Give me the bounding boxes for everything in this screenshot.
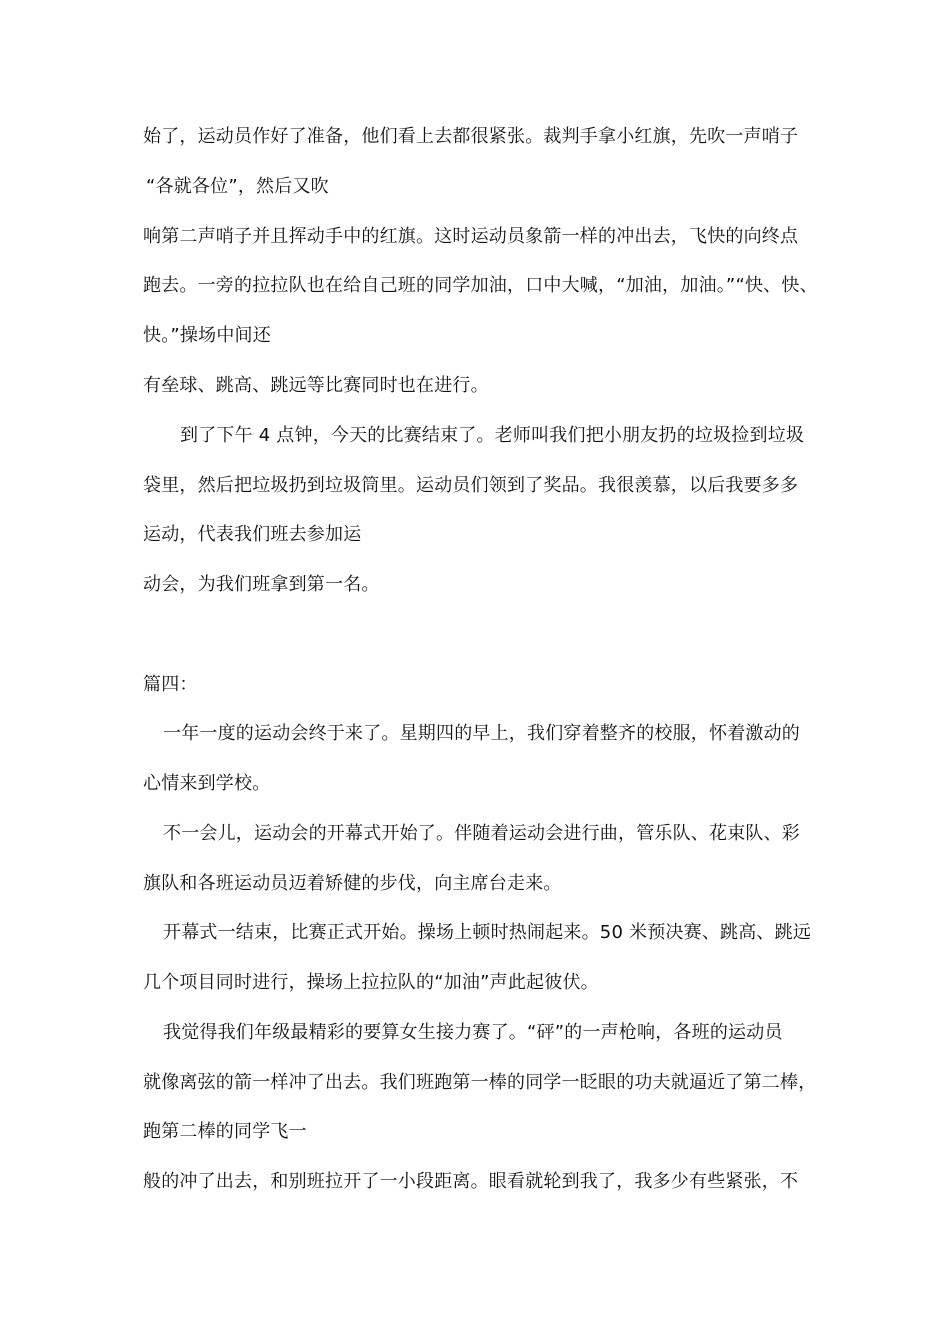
text-line: “各就各位”，然后又吹: [146, 176, 329, 197]
text-line: 袋里，然后把垃圾扔到垃圾筒里。运动员们领到了奖品。我很羡慕，以后我要多多: [143, 475, 799, 496]
text-line: 响第二声哨子并且挥动手中的红旗。这时运动员象箭一样的冲出去，飞快的向终点: [143, 226, 799, 247]
text-line: 一年一度的运动会终于来了。星期四的早上，我们穿着整齐的校服，怀着激动的: [163, 723, 800, 744]
text-line: 运动，代表我们班去参加运: [143, 524, 362, 545]
text-line: 有垒球、跳高、跳远等比赛同时也在进行。: [143, 375, 489, 396]
text-line: 我觉得我们年级最精彩的要算女生接力赛了。“砰”的一声枪响，各班的运动员: [163, 1022, 783, 1043]
text-line: 始了，运动员作好了准备，他们看上去都很紧张。裁判手拿小红旗，先吹一声哨子: [143, 126, 799, 147]
text-line: 快。”操场中间还: [143, 325, 271, 346]
text-line: 几个项目同时进行，操场上拉拉队的“加油”声此起彼伏。: [143, 972, 599, 993]
text-line: 开幕式一结束，比赛正式开始。操场上顿时热闹起来。50 米预决赛、跳高、跳远: [163, 922, 812, 943]
text-line: 不一会儿，运动会的开幕式开始了。伴随着运动会进行曲，管乐队、花束队、彩: [163, 823, 800, 844]
text-line: 跑去。一旁的拉拉队也在给自己班的同学加油，口中大喊，“加油，加油。”“快、快、: [143, 275, 818, 296]
text-line: 到了下午 4 点钟，今天的比赛结束了。老师叫我们把小朋友扔的垃圾捡到垃圾: [180, 425, 805, 446]
text-line: 般的冲了出去，和别班拉开了一小段距离。眼看就轮到我了，我多少有些紧张，不: [143, 1171, 799, 1192]
text-line: 跑第二棒的同学飞一: [143, 1121, 307, 1142]
text-line: 动会，为我们班拿到第一名。: [143, 574, 380, 595]
text-line: 心情来到学校。: [143, 773, 271, 794]
text-line: 就像离弦的箭一样冲了出去。我们班跑第一棒的同学一眨眼的功夫就逼近了第二棒，: [143, 1072, 817, 1093]
section-heading: 篇四：: [143, 674, 198, 695]
text-line: 旗队和各班运动员迈着矫健的步伐，向主席台走来。: [143, 873, 562, 894]
